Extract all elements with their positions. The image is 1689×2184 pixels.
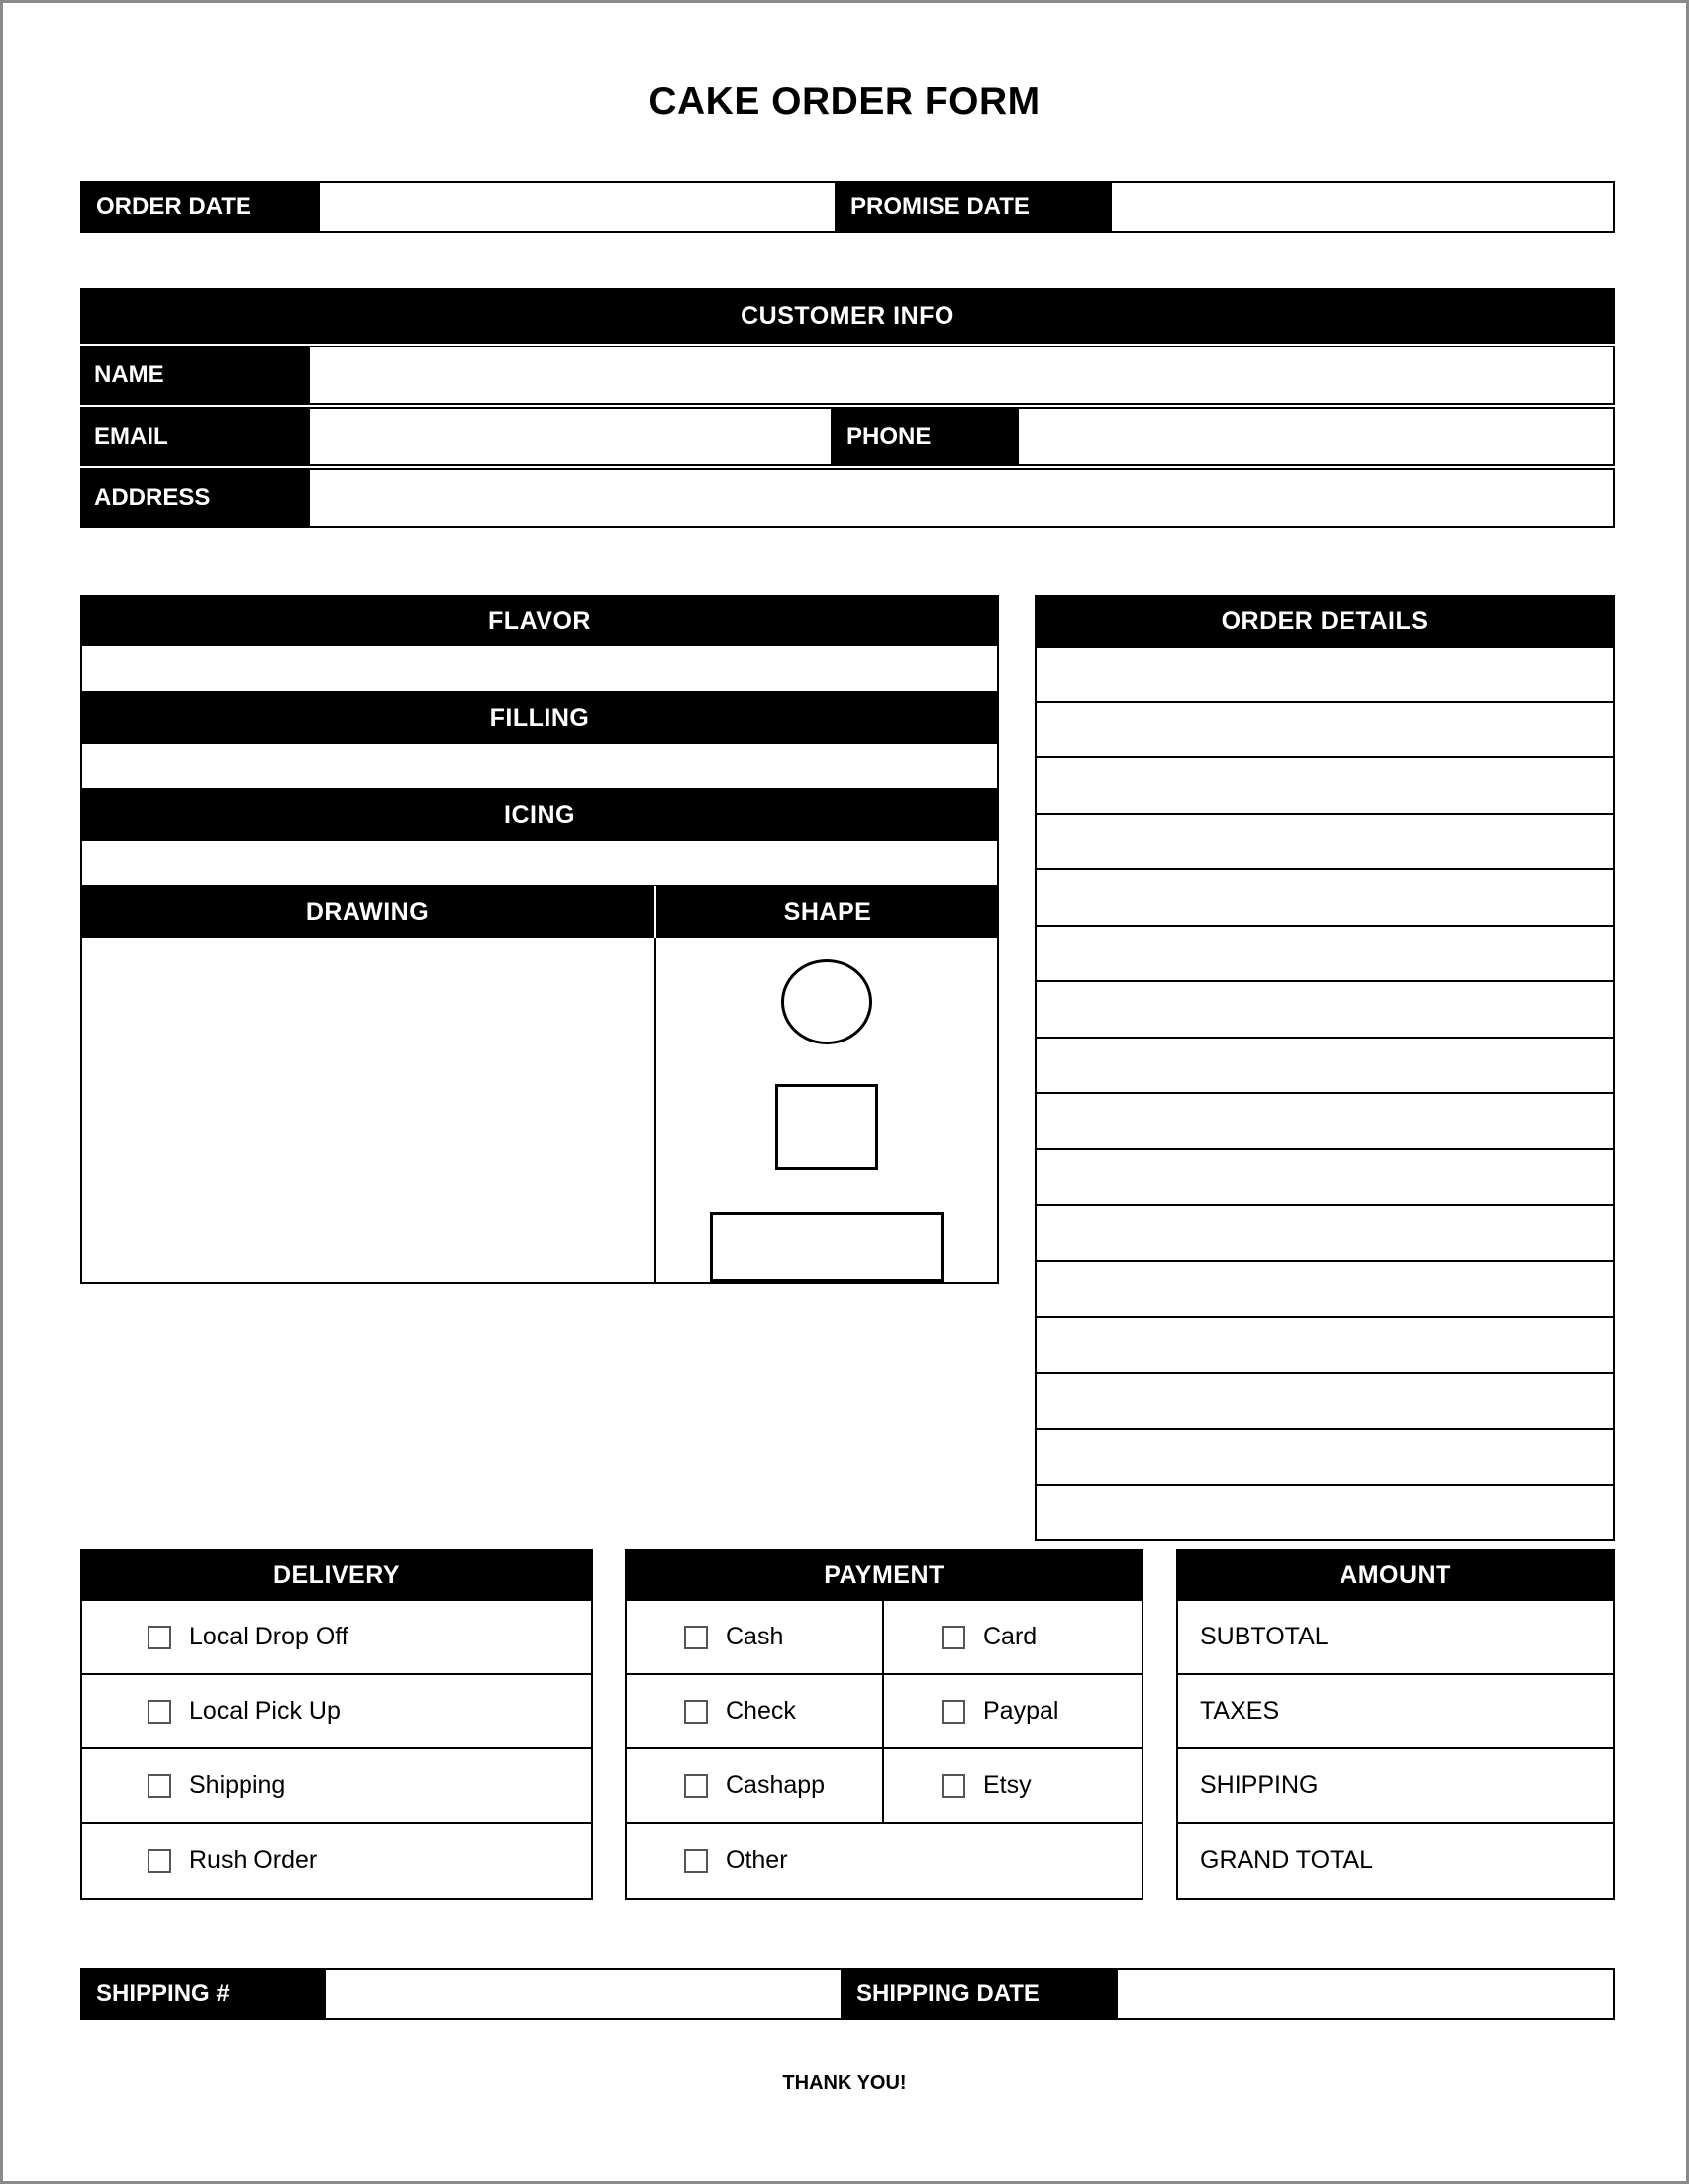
order-details-line[interactable] <box>1035 1430 1615 1486</box>
order-details-line[interactable] <box>1035 815 1615 871</box>
delivery-option-label: Shipping <box>189 1771 286 1799</box>
drawing-canvas[interactable] <box>82 938 656 1282</box>
delivery-option-row[interactable] <box>82 1824 591 1898</box>
payment-option-label: Etsy <box>983 1771 1032 1799</box>
amount-header: AMOUNT <box>1176 1549 1615 1601</box>
email-input[interactable] <box>308 407 833 466</box>
payment-option-row <box>627 1675 1142 1749</box>
drawing-shape-header-row <box>80 886 999 938</box>
payment-option-row-other[interactable] <box>627 1824 1142 1898</box>
payment-option-label: Check <box>726 1697 796 1725</box>
promise-date-label: PROMISE DATE <box>837 183 1110 231</box>
order-details-line[interactable] <box>1035 1374 1615 1431</box>
shape-square-icon[interactable] <box>775 1084 878 1169</box>
amount-row-label: SUBTOTAL <box>1200 1623 1329 1650</box>
order-details-line[interactable] <box>1035 1318 1615 1374</box>
customer-address-row <box>80 466 1615 528</box>
amount-row[interactable] <box>1178 1824 1613 1898</box>
order-details-line[interactable] <box>1035 870 1615 927</box>
shipping-row <box>80 1968 1615 2020</box>
filling-input[interactable] <box>80 744 999 789</box>
order-details-header: ORDER DETAILS <box>1035 595 1615 646</box>
flavor-input[interactable] <box>80 646 999 692</box>
amount-row-list <box>1176 1601 1615 1900</box>
flavor-header: FLAVOR <box>80 595 999 646</box>
checkbox-icon[interactable] <box>148 1774 171 1798</box>
email-label: EMAIL <box>80 407 308 466</box>
order-date-input[interactable] <box>318 183 837 231</box>
drawing-header: DRAWING <box>80 886 656 938</box>
shape-circle-icon[interactable] <box>781 959 872 1044</box>
order-details-line[interactable] <box>1035 1486 1615 1542</box>
order-details-line[interactable] <box>1035 1206 1615 1262</box>
amount-row[interactable] <box>1178 1601 1613 1675</box>
amount-row-label: GRAND TOTAL <box>1200 1846 1374 1874</box>
checkbox-icon[interactable] <box>684 1774 708 1798</box>
checkbox-icon[interactable] <box>942 1626 965 1649</box>
payment-option-cell[interactable] <box>884 1675 1142 1747</box>
payment-option-list <box>625 1601 1143 1900</box>
order-date-row <box>80 181 1615 233</box>
delivery-option-label: Local Pick Up <box>189 1697 341 1725</box>
order-details-line[interactable] <box>1035 1094 1615 1150</box>
shape-rectangle-icon[interactable] <box>710 1212 944 1282</box>
order-details-line[interactable] <box>1035 1039 1615 1095</box>
delivery-option-label: Local Drop Off <box>189 1623 348 1650</box>
order-details-line[interactable] <box>1035 758 1615 815</box>
delivery-header: DELIVERY <box>80 1549 593 1601</box>
customer-name-row <box>80 344 1615 405</box>
thank-you-text: THANK YOU! <box>782 2072 907 2094</box>
order-details-line[interactable] <box>1035 1150 1615 1207</box>
page-title: CAKE ORDER FORM <box>648 80 1041 123</box>
delivery-option-label: Rush Order <box>189 1846 318 1874</box>
checkbox-icon[interactable] <box>684 1700 708 1724</box>
order-details-line[interactable] <box>1035 982 1615 1039</box>
payment-section <box>625 1549 1143 1900</box>
order-details-section <box>1035 595 1615 1541</box>
shipping-number-label: SHIPPING # <box>82 1970 324 2018</box>
payment-option-cell[interactable] <box>884 1601 1142 1673</box>
delivery-section <box>80 1549 593 1900</box>
name-input[interactable] <box>308 346 1615 405</box>
checkbox-icon[interactable] <box>942 1774 965 1798</box>
address-input[interactable] <box>308 468 1615 528</box>
order-details-lines <box>1035 646 1615 1541</box>
payment-option-label: Other <box>726 1846 788 1874</box>
checkbox-icon[interactable] <box>684 1626 708 1649</box>
customer-email-phone-row <box>80 405 1615 466</box>
payment-option-cell[interactable] <box>627 1749 884 1822</box>
phone-label: PHONE <box>833 407 1017 466</box>
promise-date-input[interactable] <box>1110 183 1613 231</box>
amount-row-label: TAXES <box>1200 1697 1280 1725</box>
amount-row-label: SHIPPING <box>1200 1771 1319 1799</box>
order-details-line[interactable] <box>1035 703 1615 759</box>
payment-option-label: Card <box>983 1623 1038 1650</box>
delivery-option-row[interactable] <box>82 1675 591 1749</box>
shipping-date-input[interactable] <box>1116 1970 1613 2018</box>
cake-specification-section <box>80 595 999 1284</box>
delivery-option-row[interactable] <box>82 1749 591 1824</box>
payment-option-label: Cash <box>726 1623 784 1650</box>
payment-option-label: Cashapp <box>726 1771 826 1799</box>
checkbox-icon[interactable] <box>148 1626 171 1649</box>
payment-option-cell[interactable] <box>627 1601 884 1673</box>
name-label: NAME <box>80 346 308 405</box>
icing-header: ICING <box>80 789 999 841</box>
customer-info-section <box>80 288 1615 528</box>
payment-option-label: Paypal <box>983 1697 1059 1725</box>
payment-header: PAYMENT <box>625 1549 1143 1601</box>
filling-header: FILLING <box>80 692 999 744</box>
shipping-date-label: SHIPPING DATE <box>843 1970 1116 2018</box>
delivery-option-list <box>80 1601 593 1900</box>
payment-option-cell[interactable] <box>627 1675 884 1747</box>
icing-input[interactable] <box>80 841 999 886</box>
shipping-number-input[interactable] <box>324 1970 843 2018</box>
delivery-option-row[interactable] <box>82 1601 591 1675</box>
drawing-shape-body-row <box>80 938 999 1284</box>
payment-option-cell[interactable] <box>884 1749 1142 1822</box>
shape-options <box>656 938 997 1282</box>
order-details-line[interactable] <box>1035 1262 1615 1319</box>
checkbox-icon[interactable] <box>148 1700 171 1724</box>
amount-row[interactable] <box>1178 1749 1613 1824</box>
amount-section <box>1176 1549 1615 1900</box>
shape-header: SHAPE <box>656 886 999 938</box>
payment-option-row <box>627 1749 1142 1824</box>
checkbox-icon[interactable] <box>148 1849 171 1873</box>
order-details-line[interactable] <box>1035 646 1615 703</box>
order-date-label: ORDER DATE <box>82 183 318 231</box>
checkbox-icon[interactable] <box>684 1849 708 1873</box>
amount-row[interactable] <box>1178 1675 1613 1749</box>
customer-info-header: CUSTOMER INFO <box>80 288 1615 344</box>
payment-option-row <box>627 1601 1142 1675</box>
phone-input[interactable] <box>1017 407 1615 466</box>
checkbox-icon[interactable] <box>942 1700 965 1724</box>
address-label: ADDRESS <box>80 468 308 528</box>
order-details-line[interactable] <box>1035 927 1615 983</box>
